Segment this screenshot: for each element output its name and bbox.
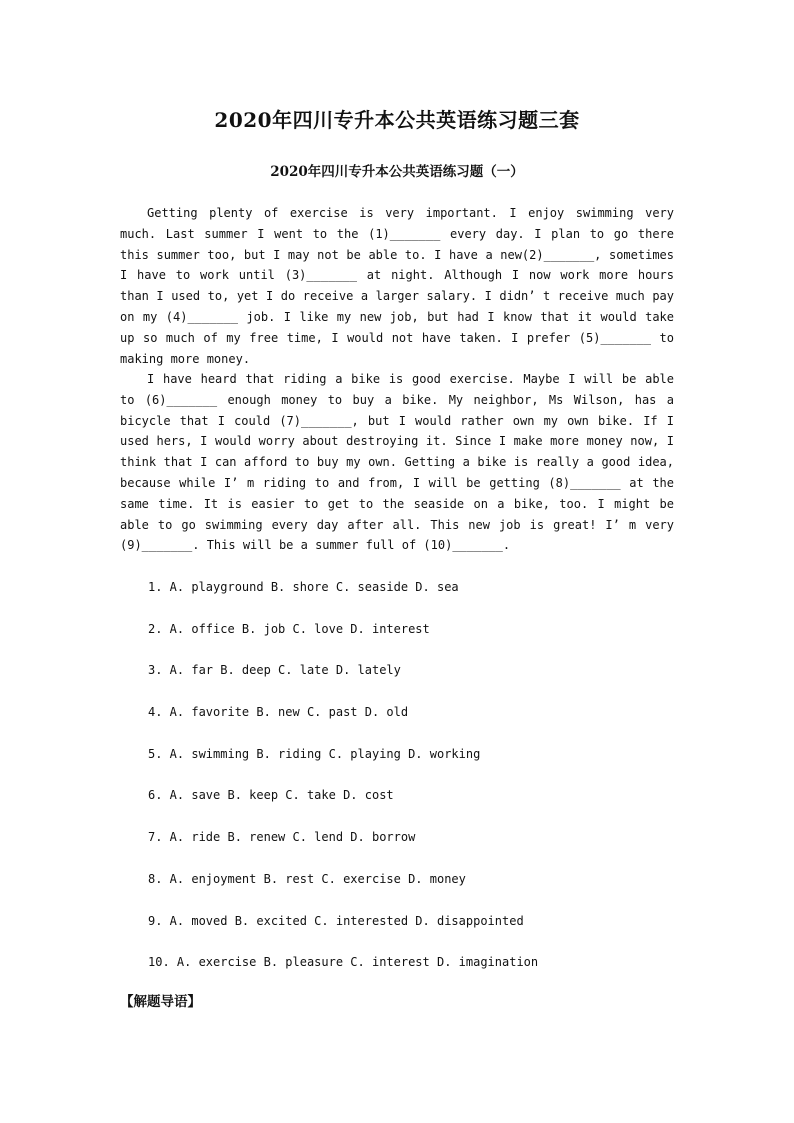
question-option-3: 3. A. far B. deep C. late D. lately	[148, 663, 401, 678]
question-option-10: 10. A. exercise B. pleasure C. interest D. imagination	[148, 955, 539, 970]
question-option-7: 7. A. ride B. renew C. lend D. borrow	[148, 830, 416, 845]
question-option-5: 5. A. swimming B. riding C. playing D. working	[148, 746, 481, 761]
question-option-8: 8. A. enjoyment B. rest C. exercise D. money	[148, 871, 466, 886]
question-option-9: 9. A. moved B. excited C. interested D. disappointed	[148, 913, 524, 928]
question-option-1: 1. A. playground B. shore C. seaside D. sea	[148, 580, 459, 594]
question-options-list	[148, 577, 538, 994]
question-option-2: 2. A. office B. job C. love D. interest	[148, 621, 430, 636]
question-option-4: 4. A. favorite B. new C. past D. old	[148, 705, 409, 720]
question-option-6: 6. A. save B. keep C. take D. cost	[148, 788, 394, 803]
analysis-heading: 【解题导语】	[120, 994, 201, 1010]
passage-paragraph-2: I have heard that riding a bike is good exercise. Maybe I will be able to (6)_______ enough money to buy a bike. My neighbor, Ms Wilson, has a bicycle that I could (7)_______, but I would rather own my own bike. If I used hers, I would worry about destroying it. Since I make more money now, I think that I can afford to buy my own. Getting a bike is really a good idea, because while I’ m riding to and from, I will be getting (8)_______ at the same time. It is easier to get to the seaside on a bike, too. I might be able to go swimming every day after all. This new job is great! I’ m very (9)_______. This will be a summer full of (10)_______.	[120, 372, 674, 553]
passage-paragraph-1: Getting plenty of exercise is very important. I enjoy swimming very much. Last summer I went to the (1)_______ every day. I plan to go there this summer too, but I may not be able to. I have a new(2)_______, sometimes I have to work until (3)_______ at night. Although I now work more hours than I used to, yet I do receive a larger salary. I didn’ t receive much pay on my (4)_______ job. I like my new job, but had I know that it would take up so much of my free time, I would not have taken. I prefer (5)_______ to making more money.	[120, 206, 674, 366]
section-title: 2020年四川专升本公共英语练习题（一）	[270, 164, 524, 180]
page-title: 2020年四川专升本公共英语练习题三套	[214, 108, 580, 132]
